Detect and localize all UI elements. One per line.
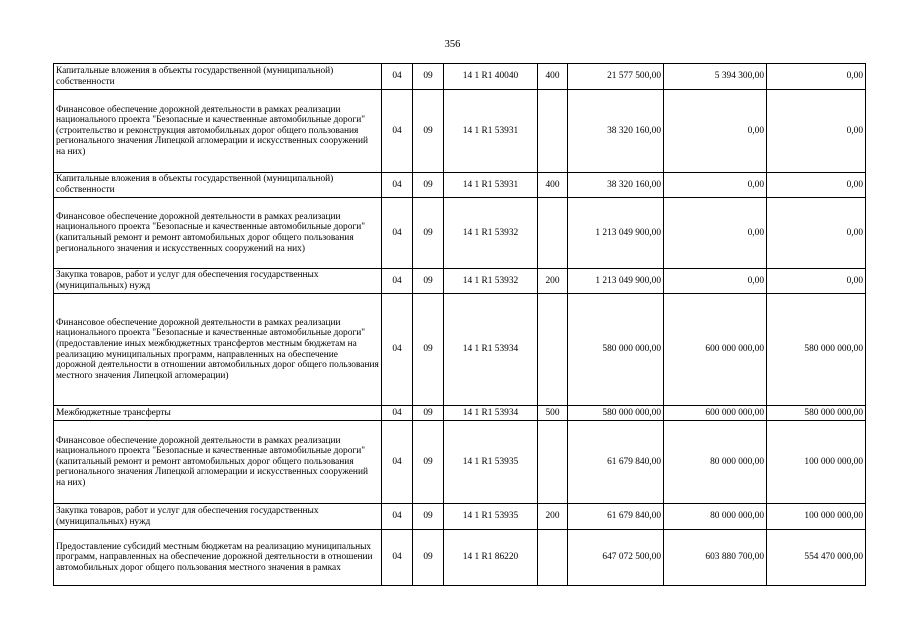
expense-type-code: 400 xyxy=(538,64,568,90)
expense-type-code xyxy=(538,90,568,173)
expense-type-code: 200 xyxy=(538,504,568,530)
amount-year-3: 580 000 000,00 xyxy=(767,406,866,421)
amount-year-3: 554 470 000,00 xyxy=(767,530,866,586)
section-code: 04 xyxy=(382,90,413,173)
target-article-code: 14 1 R1 53932 xyxy=(444,198,538,269)
target-article-code: 14 1 R1 53931 xyxy=(444,90,538,173)
amount-year-2: 0,00 xyxy=(664,90,767,173)
row-description: Капитальные вложения в объекты государственной (муниципальной) собственности xyxy=(54,64,382,90)
subsection-code: 09 xyxy=(413,90,444,173)
amount-year-1: 61 679 840,00 xyxy=(568,504,664,530)
row-description: Межбюджетные трансферты xyxy=(54,406,382,421)
amount-year-2: 0,00 xyxy=(664,269,767,294)
expense-type-code xyxy=(538,198,568,269)
subsection-code: 09 xyxy=(413,294,444,406)
subsection-code: 09 xyxy=(413,421,444,504)
subsection-code: 09 xyxy=(413,530,444,586)
section-code: 04 xyxy=(382,530,413,586)
table-row xyxy=(54,406,866,421)
amount-year-3: 100 000 000,00 xyxy=(767,421,866,504)
amount-year-1: 580 000 000,00 xyxy=(568,294,664,406)
amount-year-2: 600 000 000,00 xyxy=(664,406,767,421)
expense-type-code xyxy=(538,421,568,504)
expense-type-code: 200 xyxy=(538,269,568,294)
amount-year-1: 38 320 160,00 xyxy=(568,173,664,198)
row-description: Финансовое обеспечение дорожной деятельности в рамках реализации национального проекта "Безопасные и качественные автомобильные дороги" (строительство и реконструкция автомобильных дорог общего пользования регионального значения Липецкой агломерации и искусственных сооружений на них) xyxy=(54,90,382,173)
amount-year-2: 80 000 000,00 xyxy=(664,421,767,504)
section-code: 04 xyxy=(382,406,413,421)
target-article-code: 14 1 R1 40040 xyxy=(444,64,538,90)
amount-year-3: 580 000 000,00 xyxy=(767,294,866,406)
amount-year-1: 38 320 160,00 xyxy=(568,90,664,173)
expense-type-code xyxy=(538,530,568,586)
subsection-code: 09 xyxy=(413,269,444,294)
target-article-code: 14 1 R1 53931 xyxy=(444,173,538,198)
amount-year-2: 5 394 300,00 xyxy=(664,64,767,90)
row-description: Капитальные вложения в объекты государственной (муниципальной) собственности xyxy=(54,173,382,198)
target-article-code: 14 1 R1 53932 xyxy=(444,269,538,294)
table-row xyxy=(54,530,866,586)
section-code: 04 xyxy=(382,421,413,504)
amount-year-3: 0,00 xyxy=(767,64,866,90)
section-code: 04 xyxy=(382,173,413,198)
amount-year-1: 647 072 500,00 xyxy=(568,530,664,586)
table-row xyxy=(54,504,866,530)
section-code: 04 xyxy=(382,504,413,530)
amount-year-1: 21 577 500,00 xyxy=(568,64,664,90)
target-article-code: 14 1 R1 53934 xyxy=(444,406,538,421)
table-row xyxy=(54,90,866,173)
row-description: Финансовое обеспечение дорожной деятельности в рамках реализации национального проекта "Безопасные и качественные автомобильные дороги" (капитальный ремонт и ремонт автомобильных дорог общего пользования регионального значения Липецкой агломерации и искусственных сооружений на них) xyxy=(54,421,382,504)
row-description: Финансовое обеспечение дорожной деятельности в рамках реализации национального проекта "Безопасные и качественные автомобильные дороги" (капитальный ремонт и ремонт автомобильных дорог общего пользования регионального значения и искусственных сооружений на них) xyxy=(54,198,382,269)
row-description: Закупка товаров, работ и услуг для обеспечения государственных (муниципальных) нужд xyxy=(54,269,382,294)
expense-type-code: 500 xyxy=(538,406,568,421)
amount-year-1: 61 679 840,00 xyxy=(568,421,664,504)
table-body xyxy=(54,64,866,586)
amount-year-3: 0,00 xyxy=(767,198,866,269)
table-row xyxy=(54,173,866,198)
table-row xyxy=(54,294,866,406)
page-number: 356 xyxy=(444,39,461,50)
section-code: 04 xyxy=(382,64,413,90)
amount-year-3: 100 000 000,00 xyxy=(767,504,866,530)
amount-year-1: 1 213 049 900,00 xyxy=(568,198,664,269)
row-description: Закупка товаров, работ и услуг для обеспечения государственных (муниципальных) нужд xyxy=(54,504,382,530)
amount-year-2: 0,00 xyxy=(664,198,767,269)
target-article-code: 14 1 R1 53935 xyxy=(444,421,538,504)
row-description: Предоставление субсидий местным бюджетам на реализацию муниципальных программ, направленных на обеспечение дорожной деятельности в отношении автомобильных дорог общего пользования местного значения в рамках xyxy=(54,530,382,586)
subsection-code: 09 xyxy=(413,504,444,530)
amount-year-2: 80 000 000,00 xyxy=(664,504,767,530)
table-row xyxy=(54,64,866,90)
table-row xyxy=(54,198,866,269)
amount-year-2: 603 880 700,00 xyxy=(664,530,767,586)
amount-year-2: 600 000 000,00 xyxy=(664,294,767,406)
section-code: 04 xyxy=(382,294,413,406)
subsection-code: 09 xyxy=(413,198,444,269)
subsection-code: 09 xyxy=(413,64,444,90)
amount-year-3: 0,00 xyxy=(767,269,866,294)
expense-type-code xyxy=(538,294,568,406)
target-article-code: 14 1 R1 53935 xyxy=(444,504,538,530)
expense-type-code: 400 xyxy=(538,173,568,198)
target-article-code: 14 1 R1 86220 xyxy=(444,530,538,586)
section-code: 04 xyxy=(382,198,413,269)
table-row xyxy=(54,421,866,504)
amount-year-1: 580 000 000,00 xyxy=(568,406,664,421)
subsection-code: 09 xyxy=(413,406,444,421)
budget-table xyxy=(53,63,866,586)
subsection-code: 09 xyxy=(413,173,444,198)
amount-year-3: 0,00 xyxy=(767,173,866,198)
amount-year-1: 1 213 049 900,00 xyxy=(568,269,664,294)
amount-year-2: 0,00 xyxy=(664,173,767,198)
target-article-code: 14 1 R1 53934 xyxy=(444,294,538,406)
table-row xyxy=(54,269,866,294)
section-code: 04 xyxy=(382,269,413,294)
amount-year-3: 0,00 xyxy=(767,90,866,173)
row-description: Финансовое обеспечение дорожной деятельности в рамках реализации национального проекта "Безопасные и качественные автомобильные дороги" (предоставление иных межбюджетных трансфертов местным бюджетам на реализацию муниципальных программ, направленных на обеспечение дорожной деятельности в отношении автомобильных дорог общего пользования местного значения Липецкой агломерации) xyxy=(54,294,382,406)
